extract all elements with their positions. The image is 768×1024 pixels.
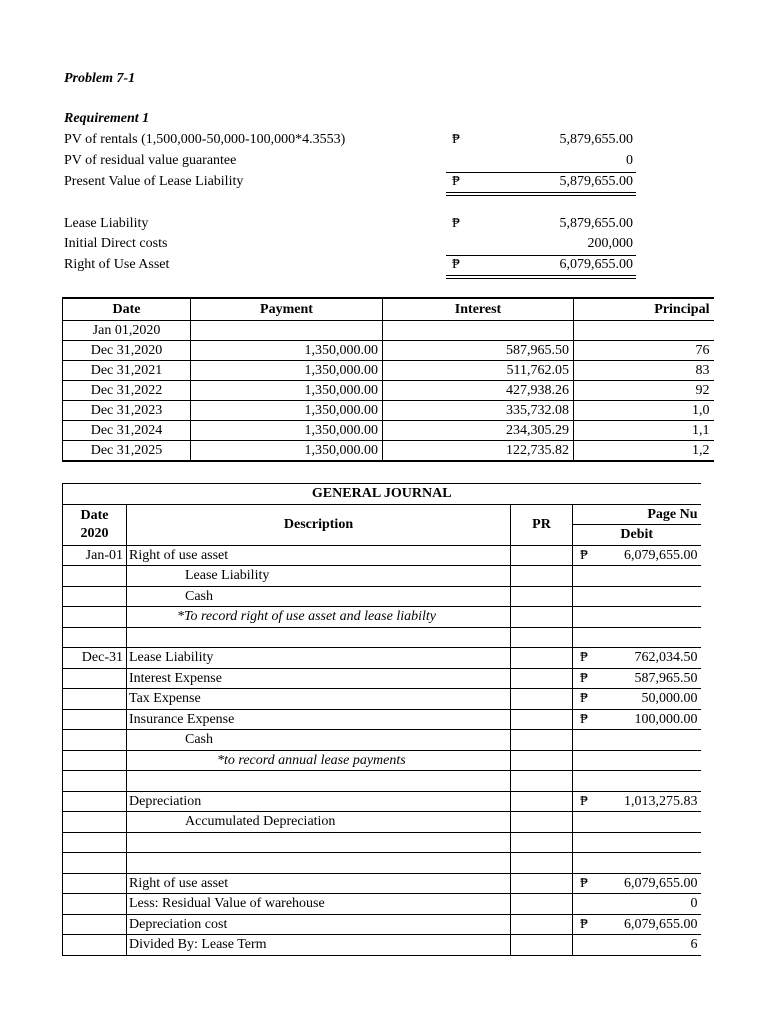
peso-sign: ₱ [580, 875, 588, 891]
journal-date [63, 853, 127, 874]
journal-title: GENERAL JOURNAL [63, 484, 701, 505]
journal-row [63, 771, 701, 792]
journal-pr [511, 730, 573, 751]
journal-pr [511, 771, 573, 792]
journal-pr [511, 812, 573, 833]
journal-description: *to record annual lease payments [127, 750, 511, 771]
journal-description: Less: Residual Value of warehouse [127, 894, 511, 915]
journal-debit [573, 812, 701, 833]
debit-amount: 587,965.50 [634, 670, 698, 686]
journal-debit [573, 648, 701, 669]
journal-row [63, 668, 701, 689]
double-underline-top [446, 275, 636, 276]
cell-payment: 1,350,000.00 [191, 401, 383, 421]
peso-sign: ₱ [452, 174, 460, 189]
journal-pr [511, 648, 573, 669]
journal-pr [511, 791, 573, 812]
journal-row [63, 709, 701, 730]
journal-description: Tax Expense [127, 689, 511, 710]
header-debit: Debit [573, 525, 701, 546]
pv-residual-label: PV of residual value guarantee [64, 153, 237, 168]
peso-sign: ₱ [452, 132, 460, 147]
journal-debit [573, 730, 701, 751]
double-underline-bottom [446, 195, 636, 196]
cell-interest: 587,965.50 [383, 341, 574, 361]
peso-sign: ₱ [452, 216, 460, 231]
peso-sign [576, 894, 580, 913]
header-principal: Principal [574, 298, 714, 321]
journal-description: Right of use asset [127, 873, 511, 894]
header-payment: Payment [191, 298, 383, 321]
cell-date: Dec 31,2024 [63, 421, 191, 441]
journal-date [63, 586, 127, 607]
cell-payment: 1,350,000.00 [191, 361, 383, 381]
journal-description [127, 853, 511, 874]
journal-row [63, 914, 701, 935]
journal-pr [511, 627, 573, 648]
journal-pr [511, 750, 573, 771]
journal-debit [573, 771, 701, 792]
journal-pr [511, 873, 573, 894]
journal-date [63, 791, 127, 812]
header-interest: Interest [383, 298, 574, 321]
cell-interest: 511,762.05 [383, 361, 574, 381]
debit-amount: 762,034.50 [634, 650, 698, 666]
header-date-year [63, 504, 127, 545]
initial-direct-costs-amount: 200,000 [587, 236, 633, 251]
journal-description: Lease Liability [127, 566, 511, 587]
journal-row [63, 689, 701, 710]
problem-title: Problem 7-1 [64, 71, 136, 86]
pv-rentals-amount: 5,879,655.00 [559, 132, 633, 147]
peso-sign: ₱ [580, 711, 588, 727]
cell-principal: 1,1 [574, 421, 714, 441]
peso-sign: ₱ [580, 650, 588, 666]
peso-sign: ₱ [580, 547, 588, 563]
journal-date [63, 935, 127, 956]
journal-pr [511, 607, 573, 628]
underline [446, 255, 636, 256]
cell-payment: 1,350,000.00 [191, 421, 383, 441]
cell-principal: 1,0 [574, 401, 714, 421]
debit-amount: 6 [690, 937, 698, 953]
debit-amount: 1,013,275.83 [624, 793, 698, 809]
journal-date [63, 894, 127, 915]
cell-interest: 122,735.82 [383, 441, 574, 462]
journal-debit [573, 586, 701, 607]
header-description: Description [127, 504, 511, 545]
journal-date [63, 689, 127, 710]
journal-row [63, 935, 701, 956]
journal-pr [511, 832, 573, 853]
journal-description [127, 832, 511, 853]
journal-date [63, 812, 127, 833]
debit-amount: 6,079,655.00 [624, 547, 698, 563]
amortization-table [62, 297, 714, 462]
journal-debit [573, 627, 701, 648]
journal-description: Cash [127, 730, 511, 751]
table-row [63, 321, 714, 341]
journal-row [63, 812, 701, 833]
underline [446, 172, 636, 173]
journal-description: Depreciation [127, 791, 511, 812]
journal-row [63, 873, 701, 894]
peso-sign: ₱ [452, 257, 460, 272]
pv-lease-liability-amount: 5,879,655.00 [559, 174, 633, 189]
journal-debit [573, 545, 701, 566]
journal-debit [573, 750, 701, 771]
cell-interest: 427,938.26 [383, 381, 574, 401]
debit-amount: 0 [690, 896, 698, 912]
journal-row [63, 545, 701, 566]
table-row [63, 361, 714, 381]
journal-debit [573, 709, 701, 730]
requirement-title: Requirement 1 [64, 111, 150, 126]
journal-row [63, 853, 701, 874]
journal-row [63, 894, 701, 915]
journal-date: Jan-01 [63, 545, 127, 566]
journal-pr [511, 709, 573, 730]
cell-interest [383, 321, 574, 341]
table-header-row [63, 298, 714, 321]
debit-amount: 100,000.00 [634, 711, 698, 727]
journal-debit [573, 914, 701, 935]
cell-principal: 83 [574, 361, 714, 381]
journal-row [63, 730, 701, 751]
journal-pr [511, 853, 573, 874]
rou-asset-amount: 6,079,655.00 [559, 257, 633, 272]
header-date: Date [63, 298, 191, 321]
journal-pr [511, 914, 573, 935]
journal-date [63, 607, 127, 628]
journal-debit [573, 935, 701, 956]
journal-pr [511, 668, 573, 689]
journal-row [63, 832, 701, 853]
cell-date: Dec 31,2021 [63, 361, 191, 381]
journal-debit [573, 873, 701, 894]
journal-debit [573, 894, 701, 915]
cell-principal: 1,2 [574, 441, 714, 462]
double-underline-bottom [446, 278, 636, 279]
journal-date [63, 771, 127, 792]
cell-date: Dec 31,2025 [63, 441, 191, 462]
journal-date [63, 750, 127, 771]
table-row [63, 441, 714, 462]
journal-debit [573, 668, 701, 689]
peso-sign [576, 935, 580, 954]
journal-description: Accumulated Depreciation [127, 812, 511, 833]
journal-pr [511, 894, 573, 915]
journal-date [63, 566, 127, 587]
journal-description: Right of use asset [127, 545, 511, 566]
journal-description: Depreciation cost [127, 914, 511, 935]
cell-payment: 1,350,000.00 [191, 441, 383, 462]
journal-row [63, 586, 701, 607]
cell-date: Jan 01,2020 [63, 321, 191, 341]
pv-rentals-label: PV of rentals (1,500,000-50,000-100,000*4.3553) [64, 132, 346, 147]
journal-row [63, 607, 701, 628]
journal-date [63, 832, 127, 853]
cell-principal: 92 [574, 381, 714, 401]
table-row [63, 421, 714, 441]
cell-payment [191, 321, 383, 341]
peso-sign: ₱ [580, 691, 588, 707]
journal-description [127, 771, 511, 792]
journal-debit [573, 566, 701, 587]
table-row [63, 381, 714, 401]
header-date: Date [80, 507, 109, 523]
journal-debit [573, 607, 701, 628]
cell-date: Dec 31,2022 [63, 381, 191, 401]
journal-row [63, 750, 701, 771]
lease-liability-label: Lease Liability [64, 216, 149, 231]
double-underline-top [446, 192, 636, 193]
general-journal-table [62, 483, 701, 956]
header-pr: PR [511, 504, 573, 545]
journal-pr [511, 689, 573, 710]
cell-payment: 1,350,000.00 [191, 381, 383, 401]
journal-debit [573, 853, 701, 874]
journal-description: Lease Liability [127, 648, 511, 669]
journal-date: Dec-31 [63, 648, 127, 669]
lease-liability-amount: 5,879,655.00 [559, 216, 633, 231]
journal-description: Cash [127, 586, 511, 607]
journal-pr [511, 566, 573, 587]
pv-residual-amount: 0 [626, 153, 633, 168]
journal-row [63, 627, 701, 648]
cell-date: Dec 31,2023 [63, 401, 191, 421]
peso-sign: ₱ [580, 670, 588, 686]
journal-row [63, 566, 701, 587]
journal-debit [573, 791, 701, 812]
journal-description: Interest Expense [127, 668, 511, 689]
journal-date [63, 730, 127, 751]
cell-principal [574, 321, 714, 341]
journal-row [63, 791, 701, 812]
table-row [63, 401, 714, 421]
journal-date [63, 914, 127, 935]
journal-debit [573, 832, 701, 853]
cell-interest: 335,732.08 [383, 401, 574, 421]
debit-amount: 6,079,655.00 [624, 875, 698, 891]
journal-description: Insurance Expense [127, 709, 511, 730]
journal-date [63, 873, 127, 894]
journal-title-row [63, 484, 701, 505]
journal-date [63, 709, 127, 730]
journal-row [63, 648, 701, 669]
journal-debit [573, 689, 701, 710]
cell-payment: 1,350,000.00 [191, 341, 383, 361]
peso-sign: ₱ [580, 793, 588, 809]
journal-description: Divided By: Lease Term [127, 935, 511, 956]
debit-amount: 50,000.00 [641, 691, 698, 707]
rou-asset-label: Right of Use Asset [64, 257, 170, 272]
journal-header-row [63, 504, 701, 525]
table-row [63, 341, 714, 361]
cell-date: Dec 31,2020 [63, 341, 191, 361]
journal-description [127, 627, 511, 648]
header-year: 2020 [80, 525, 109, 541]
journal-date [63, 627, 127, 648]
journal-pr [511, 586, 573, 607]
header-page-number: Page Nu [573, 504, 701, 525]
cell-principal: 76 [574, 341, 714, 361]
cell-interest: 234,305.29 [383, 421, 574, 441]
initial-direct-costs-label: Initial Direct costs [64, 236, 168, 251]
journal-pr [511, 545, 573, 566]
journal-pr [511, 935, 573, 956]
journal-description: *To record right of use asset and lease liabilty [127, 607, 511, 628]
journal-date [63, 668, 127, 689]
pv-lease-liability-label: Present Value of Lease Liability [64, 174, 244, 189]
debit-amount: 6,079,655.00 [624, 916, 698, 932]
peso-sign: ₱ [580, 916, 588, 932]
